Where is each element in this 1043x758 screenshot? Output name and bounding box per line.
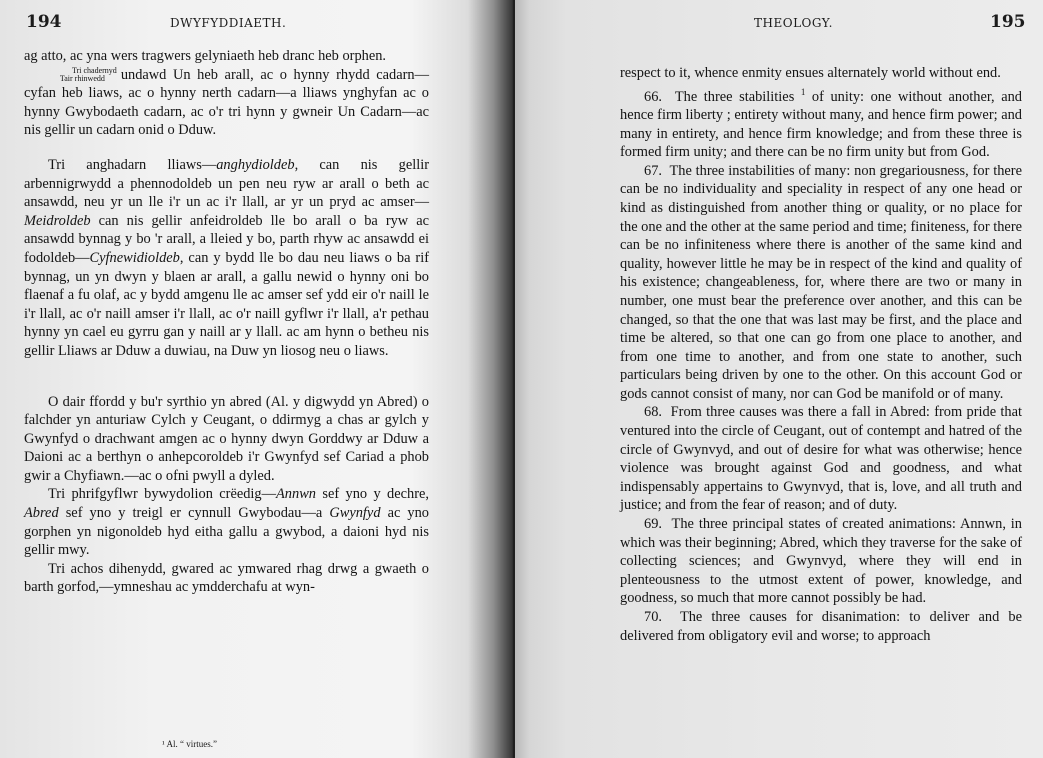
page-number: 195 bbox=[990, 12, 1026, 32]
numbered-paragraph: 69. The three principal states of created animations: Annwn, in which was their beginning; Abred, which they traverse for the sake of collecting sciences; and Gwynvyd, where they will end in plenteousness to the utmost extent of power, knowledge, and goodness, so much that more cannot possibly be had. bbox=[620, 516, 1023, 607]
paragraph: Tri phrifgyflwr bywydolion crëedig—Annwn sef yno y dechre, Abred sef yno y treigl er cynnull Gwybodau—a Gwynfyd ac yno gorphen yn nigonoldeb hyd eitha gallu a gwybod, a daioni hyd nis gellir mwy. bbox=[24, 486, 430, 559]
paragraph-number: 66. bbox=[644, 88, 662, 105]
paragraph: ag atto, ac yna wers tragwers gelyniaeth heb dranc heb orphen. bbox=[24, 48, 387, 64]
paragraph-number: 70. bbox=[644, 609, 662, 626]
paragraph: Tri anghadarn lliaws—anghydioldeb, can nis gellir arbennigrwydd a phennodoldeb un pen neu ryw ar arall o beth ac ansawdd, neu yr un lle i'r un ac i'r llall, ar yr un pryd ac amser—Meidroldeb can nis gellir anfeidroldeb lle bo arall o ba ryw ac ansawdd bynnag y bo 'r arall, a lleied y bo, parth rhyw ac ansawdd ei fodoldeb—Cyfnewidioldeb, can y bydd lle bo dau neu liaws o ba rif bynnag, un yn dwyn y blaen ar arall, a gallu newid o hynny oni bo flaenaf a fu olaf, ac y bydd amgenu lle ac amser sef ydd eir o'r naill le i'r llall, ac o'r naill amser i'r llall, ac o'r naill gyflwr i'r llall, a'r pethau hynny yn cael eu gyrru gan y naill ar y llall. ac am hynn o betheu nis gellir Lliaws ar Dduw a duwiau, na Duw yn liosog neu o liaws. bbox=[24, 156, 429, 359]
paragraph: O dair ffordd y bu'r syrthio yn abred (Al. y digwydd yn Abred) o falchder yn anturiaw Cylch y Ceugant, o ddirmyg a chas ar gylch y Gwynfyd o drachwant amgen ac o hynny dwyn Gorddwy ar Dduw a Daioni ac a berthyn o anhepcoroldeb i'r Gwynfyd sef Cariad a phob gwir a Chyfiawn.—ac o ofni pwyll a dyled. bbox=[24, 393, 429, 484]
numbered-paragraph: 68. From three causes was there a fall in Abred: from pride that ventured into the circle of Ceugant, out of contempt and hatred of the circle of Gwynvyd, and out of desire for what was otherwise; hence violence was brought against God and goodness, and what indispensably appertains to Gwynvyd, that is, love, and all truth and justice; and from the fear of reason; and of duty. bbox=[620, 404, 1022, 514]
numbered-paragraph: 70. The three causes for disanimation: to deliver and be delivered from obligatory evil and worse; to approach bbox=[620, 609, 1022, 644]
left-page-body bbox=[24, 47, 429, 597]
footnote: ¹ Al. “ virtues.” bbox=[162, 739, 217, 749]
paragraph-number: 67. bbox=[644, 162, 662, 179]
book-gutter bbox=[513, 0, 515, 758]
right-page-body bbox=[620, 64, 1022, 645]
page-number: 194 bbox=[26, 12, 62, 32]
footnote-marker: 1 bbox=[800, 86, 806, 97]
numbered-paragraph: 67. The three instabilities of many: non gregariousness, for there can be no individuality and speciality in respect of any one head or kind as distinguished from another thing or quality, or no place for the one and the other at the same period and time; finiteness, for there can be no infiniteness where there is another of the same kind and quality, however little he may be in respect of the kind and quality of his existence; changeableness, for, where there are two or many in number, one must bear the preference over another, and this can be changed, so that the one that was last may be first, and the place and time be altered, so that one can go from one place to another, and from one time to another, and from one state to another, such particulars being driven by one to the other. On this account God or gods cannot consist of many, nor can God be manifold or of many. bbox=[620, 162, 1022, 402]
running-head: THEOLOGY. bbox=[754, 16, 833, 30]
interlinear-variant: Tri chadernyd Tair rhinwedd bbox=[59, 66, 117, 84]
paragraph: respect to it, whence enmity ensues alternately world without end. bbox=[620, 65, 1001, 81]
left-page bbox=[0, 0, 514, 758]
paragraph: Tri chadernyd Tair rhinwedd undawd Un heb arall, ac o hynny rhydd cadarn—cyfan heb liaws, ac o hynny nerth cadarn—a lliaws ynghyfan ac o hynny Gwybodaeth cadarn, ac o'r tri hynn y gwneir Un Cadarn—ac nis gellir un cadarn onid o Dduw. bbox=[24, 66, 429, 139]
numbered-paragraph: 66. The three stabilities $^1$ of unity: one without another, and hence firm liberty ; entirety without many, and hence firm power; and many in entirety, and hence firm knowledge; and from these three is formed firm unity; and there can be no firm unity but from God. bbox=[620, 86, 1022, 161]
paragraph: Tri achos dihenydd, gwared ac ymwared rhag drwg a gwaeth o barth gorfod,—ymneshau ac ymdderchafu at wyn- bbox=[24, 560, 429, 596]
paragraph-number: 69. bbox=[644, 516, 662, 533]
paragraph-number: 68. bbox=[644, 404, 662, 421]
running-head: DWYFYDDIAETH. bbox=[170, 16, 287, 30]
